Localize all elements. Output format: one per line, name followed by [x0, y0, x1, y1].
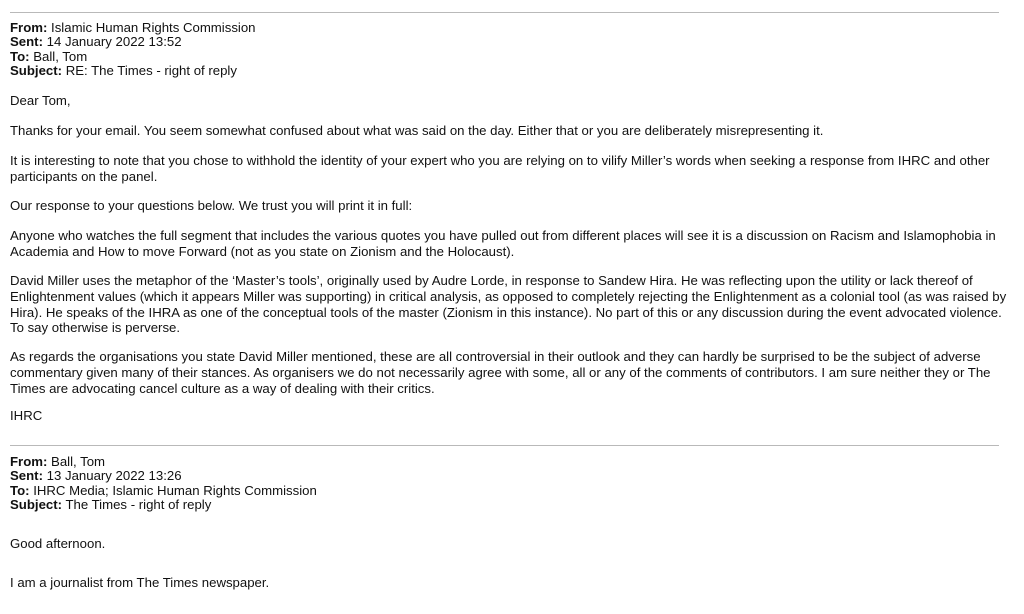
reply-greeting: Dear Tom, [10, 93, 71, 108]
original-subject-value: The Times - right of reply [65, 497, 212, 513]
reply-signature: IHRC [10, 408, 43, 423]
top-divider [10, 12, 999, 13]
reply-to-label: To: [10, 48, 30, 64]
original-from-value: Ball, Tom [51, 454, 106, 469]
original-email-header [10, 455, 1010, 513]
reply-subject-label: Subject: [10, 63, 63, 79]
original-to-row [10, 484, 1010, 498]
reply-subject-row [10, 64, 1010, 78]
quoted-email-divider [10, 445, 999, 446]
reply-paragraph-1: Thanks for your email. You seem somewhat confused about what was said on the day. Either that or you are deliberately misrepresenting it. [10, 123, 824, 138]
reply-subject-value: RE: The Times - right of reply [65, 63, 237, 79]
reply-paragraph-6: As regards the organisations you state David Miller mentioned, these are all controversial in their outlook and they can hardly be surprised to be the subject of adverse commentary given many of their stances. As organisers we do not necessarily agree with some, all or any of the comments of contributors. I am sure neither they or The Times are advocating cancel culture as a way of dealing with their critics. [10, 349, 991, 396]
reply-from-value: Islamic Human Rights Commission [51, 20, 256, 35]
original-sent-row [10, 469, 1010, 483]
reply-to-row [10, 50, 1010, 64]
original-to-value: IHRC Media; Islamic Human Rights Commission [33, 482, 317, 498]
reply-paragraph-4: Anyone who watches the full segment that includes the various quotes you have pulled out from different places will see it is a discussion on Racism and Islamophobia in Academia and How to move Forward (not as you state on Zionism and the Holocaust). [10, 228, 996, 259]
reply-sent-row [10, 35, 1010, 49]
original-sent-label: Sent: [10, 468, 43, 484]
reply-sent-label: Sent: [10, 34, 43, 50]
original-subject-row [10, 498, 1010, 512]
reply-sent-value: 14 January 2022 13:52 [46, 34, 182, 50]
reply-email-header [10, 21, 1010, 79]
reply-to-value: Ball, Tom [33, 48, 88, 64]
reply-from-row [10, 21, 1010, 35]
reply-paragraph-5: David Miller uses the metaphor of the ‘Master’s tools’, originally used by Audre Lorde, in response to Sandew Hira. He was reflecting upon the utility or lack thereof of Enlightenment values (which it appears Miller was supporting) in critical analysis, as opposed to completely rejecting the Enlightenment as a colonial tool (as was raised by Hira). He speaks of the IHRA as one of the conceptual tools of the master (Zionism in this instance). No part of this or any discussion during the event advocated violence. To say otherwise is perverse. [10, 273, 1007, 336]
reply-paragraph-3: Our response to your questions below. We trust you will print it in full: [10, 198, 413, 213]
reply-paragraph-2: It is interesting to note that you chose to withhold the identity of your expert who you are relying on to vilify Miller’s words when seeking a response from IHRC and other participants on the panel. [10, 153, 990, 184]
reply-from-label: From: [10, 20, 48, 35]
original-subject-label: Subject: [10, 497, 63, 513]
original-from-label: From: [10, 454, 48, 469]
original-to-label: To: [10, 482, 30, 498]
original-sent-value: 13 January 2022 13:26 [46, 468, 182, 484]
original-paragraph-1: I am a journalist from The Times newspaper. [10, 575, 270, 590]
original-from-row [10, 455, 1010, 469]
original-greeting: Good afternoon. [10, 536, 106, 551]
